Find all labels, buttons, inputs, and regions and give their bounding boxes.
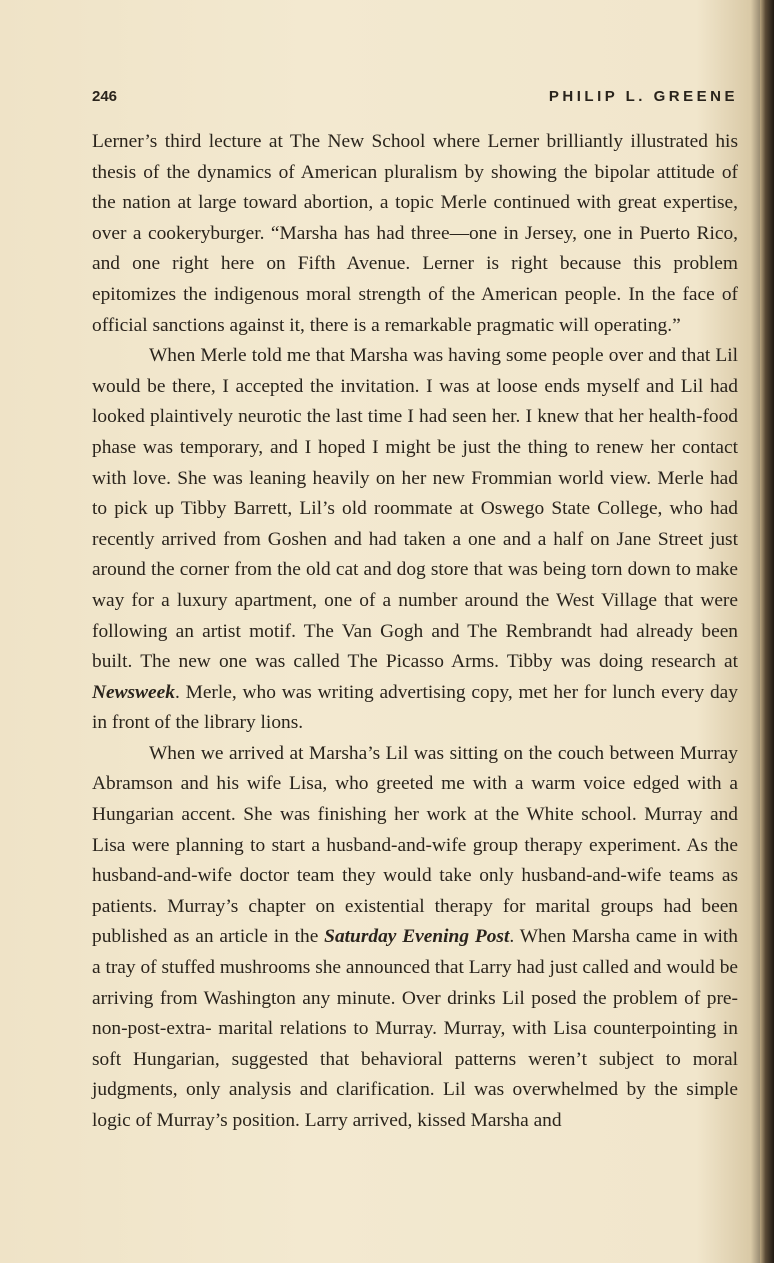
paragraph-1 bbox=[92, 127, 738, 341]
paragraph-1-text: Lerner’s third lecture at The New School where Lerner brilliantly illustrated his thesis of the dynamics of American pluralism by showing the bipolar attitude of the nation at large toward abortion, a topic Merle continued with great expertise, over a cookeryburger. “Marsha has had three—one in Jersey, one in Puerto Rico, and one right here on Fifth Avenue. Lerner is right because this problem epitomizes the indigenous moral strength of the American people. In the face of official sanctions against it, there is a remarkable pragmatic will operating.” bbox=[92, 131, 738, 336]
paragraph-3-text-end: . When Marsha came in with a tray of stuffed mushrooms she announced that Larry had just called and would be arriving from Washington any minute. Over drinks Lil posed the problem of pre-non-post-extra- marital relations to Murray. Murray, with Lisa counterpointing in soft Hungarian, suggested that behavioral patterns weren’t subject to moral judgments, only analysis and clarification. Lil was overwhelmed by the simple logic of Murray’s position. Larry arrived, kissed Marsha and bbox=[92, 926, 738, 1131]
magazine-title-saturday-evening-post: Saturday Evening Post bbox=[324, 926, 510, 948]
book-spine-shadow bbox=[760, 0, 774, 1263]
paragraph-2-text-end: . Merle, who was writing advertising copy, met her for lunch every day in front of the library lions. bbox=[92, 681, 738, 734]
paragraph-2-text: When Merle told me that Marsha was having some people over and that Lil would be there, I accepted the invitation. I was at loose ends myself and Lil had looked plaintively neurotic the last time I had seen her. I knew that her health-food phase was temporary, and I hoped I might be just the thing to renew her contact with love. She was leaning heavily on her new Frommian world view. Merle had to pick up Tibby Barrett, Lil’s old roommate at Oswego State College, who had recently arrived from Goshen and had taken a one and a half on Jane Street just around the corner from the old cat and dog store that was being torn down to make way for a luxury apartment, one of a number around the West Village that were following an artist motif. The Van Gogh and The Rembrandt had already been built. The new one was called The Picasso Arms. Tibby was doing research at bbox=[92, 345, 738, 673]
running-head: PHILIP L. GREENE bbox=[548, 88, 738, 105]
paragraph-3 bbox=[92, 739, 738, 1137]
page-header bbox=[92, 88, 738, 112]
paragraph-3-text: When we arrived at Marsha’s Lil was sitting on the couch between Murray Abramson and his wife Lisa, who greeted me with a warm voice edged with a Hungarian accent. She was finishing her work at the White school. Murray and Lisa were planning to start a husband-and-wife group therapy experiment. As the husband-and-wife doctor team they would take only husband-and-wife teams as patients. Murray’s chapter on existential therapy for marital groups had been published as an article in the bbox=[92, 742, 738, 948]
page-number: 246 bbox=[92, 88, 118, 105]
magazine-title-newsweek: Newsweek bbox=[92, 681, 175, 703]
paragraph-2 bbox=[92, 341, 738, 739]
body-text bbox=[92, 127, 738, 1137]
